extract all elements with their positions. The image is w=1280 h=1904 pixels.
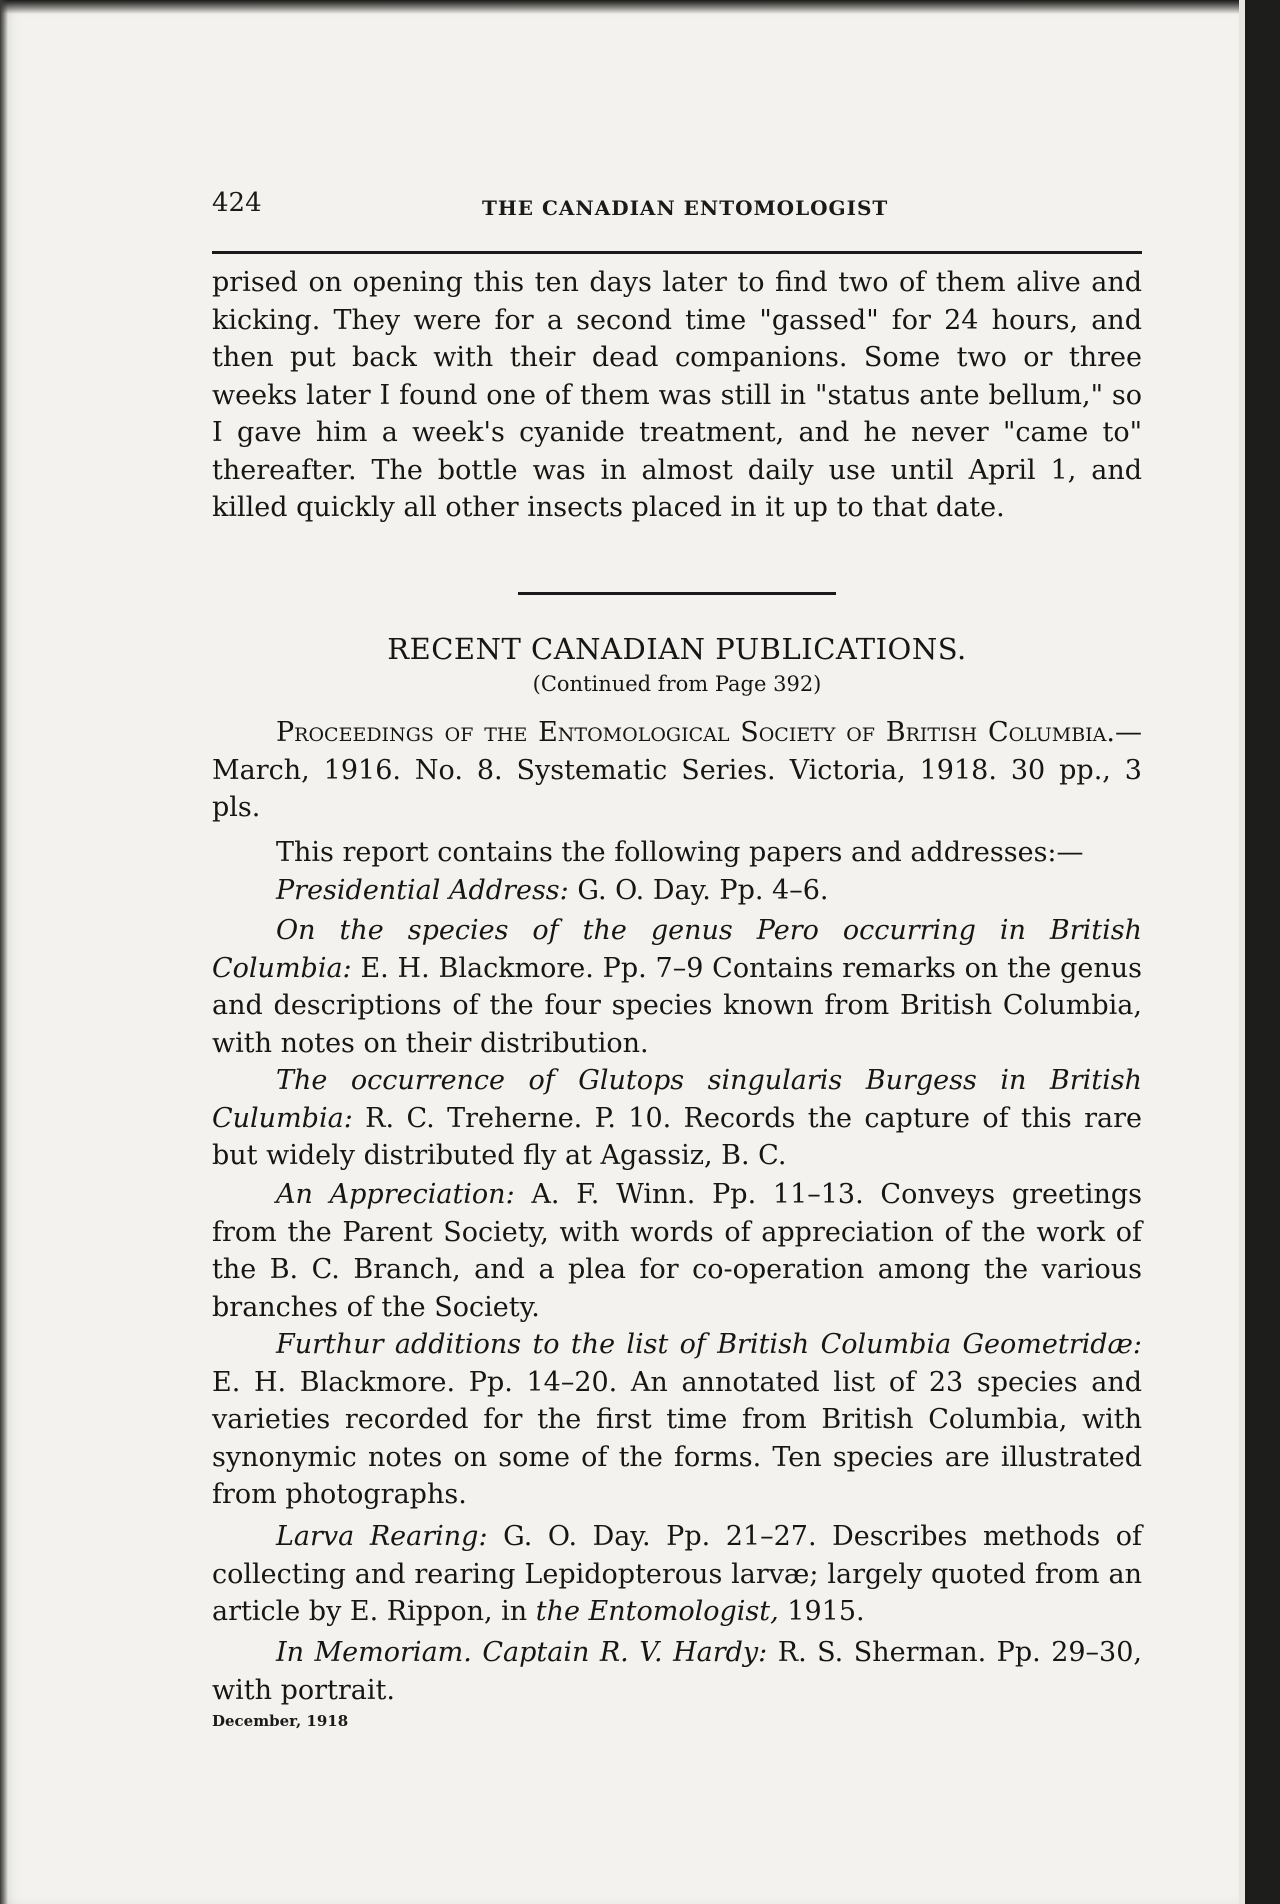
entry-tail: 1915. bbox=[778, 1596, 865, 1627]
entry-body: G. O. Day. Pp. 4–6. bbox=[568, 875, 829, 906]
scan-border bbox=[1245, 0, 1280, 1904]
citation bbox=[212, 714, 1142, 827]
entry-title: Larva Rearing: bbox=[276, 1521, 488, 1552]
entry-in-memoriam bbox=[212, 1634, 1142, 1709]
intro-paragraph: This report contains the following papers and addresses:— bbox=[276, 837, 1084, 868]
entry-body: R. C. Treherne. P. 10. Records the capture of this rare but widely distributed fly at Agassiz, B. C. bbox=[212, 1102, 1142, 1171]
page-header bbox=[212, 188, 1142, 224]
entry-body: E. H. Blackmore. Pp. 7–9 Contains remarks on the genus and descriptions of the four species known from British Columbia, with notes on their distribution. bbox=[212, 952, 1142, 1059]
entry-appreciation bbox=[212, 1176, 1142, 1326]
continued-paragraph: prised on opening this ten days later to find two of them alive and kicking. They were for a second time "gassed" for 24 hours, and then put back with their dead companions. Some two or three weeks later I found one of them was still in "status ante bellum," so I gave him a week's cyanide treatment, and he never "came to" thereafter. The bottle was in almost daily use until April 1, and killed quickly all other insects placed in it up to that date. bbox=[212, 267, 1142, 523]
entry-glutops bbox=[212, 1062, 1142, 1175]
entry-body: A. F. Winn. Pp. 11–13. Conveys greetings from the Parent Society, with words of appreciation of the work of the B. C. Branch, and a plea for co-operation among the various branches of the Society. bbox=[212, 1179, 1142, 1323]
entry-title: Furthur additions to the list of British Columbia Geometridæ: bbox=[276, 1329, 1142, 1360]
page-number: 424 bbox=[212, 188, 262, 218]
section-divider bbox=[518, 592, 836, 595]
header-rule bbox=[212, 251, 1142, 254]
entry-body: E. H. Blackmore. Pp. 14–20. An annotated list of 23 species and varieties recorded for the first time from British Columbia, with synonymic notes on some of the forms. Ten species are illustrated from photographs. bbox=[212, 1366, 1142, 1510]
entry-presidential-address bbox=[212, 872, 1142, 910]
section-title: RECENT CANADIAN PUBLICATIONS. bbox=[387, 632, 967, 666]
running-head: THE CANADIAN ENTOMOLOGIST bbox=[482, 196, 889, 220]
section-subtitle: (Continued from Page 392) bbox=[532, 672, 822, 696]
entry-title: In Memoriam. Captain R. V. Hardy: bbox=[276, 1637, 768, 1668]
scan-shadow-top bbox=[0, 0, 1245, 14]
entry-body: R. S. Sherman. Pp. 29–30, with portrait. bbox=[212, 1637, 1142, 1706]
citation-title: Proceedings of the Entomological Society of British Columbia. bbox=[276, 717, 1115, 748]
entry-larva-rearing bbox=[212, 1518, 1142, 1631]
issue-date: December, 1918 bbox=[212, 1712, 349, 1730]
entry-geometridae bbox=[212, 1326, 1142, 1514]
entry-title: An Appreciation: bbox=[276, 1179, 515, 1210]
citation-details: —March, 1916. No. 8. Systematic Series. Victoria, 1918. 30 pp., 3 pls. bbox=[212, 717, 1142, 823]
entry-pero bbox=[212, 912, 1142, 1062]
entry-title: The occurrence of Glutops singularis Burgess in British Culumbia: bbox=[212, 1065, 1142, 1134]
scan-shadow-left bbox=[0, 0, 8, 1904]
entry-title: Presidential Address: bbox=[276, 875, 569, 906]
entry-body: G. O. Day. Pp. 21–27. Describes methods of collecting and rearing Lepidopterous larvæ; largely quoted from an article by E. Rippon, in bbox=[212, 1521, 1142, 1627]
entry-title: On the species of the genus Pero occurring in British Columbia: bbox=[212, 915, 1142, 984]
entry-journal: the Entomologist, bbox=[535, 1596, 779, 1627]
